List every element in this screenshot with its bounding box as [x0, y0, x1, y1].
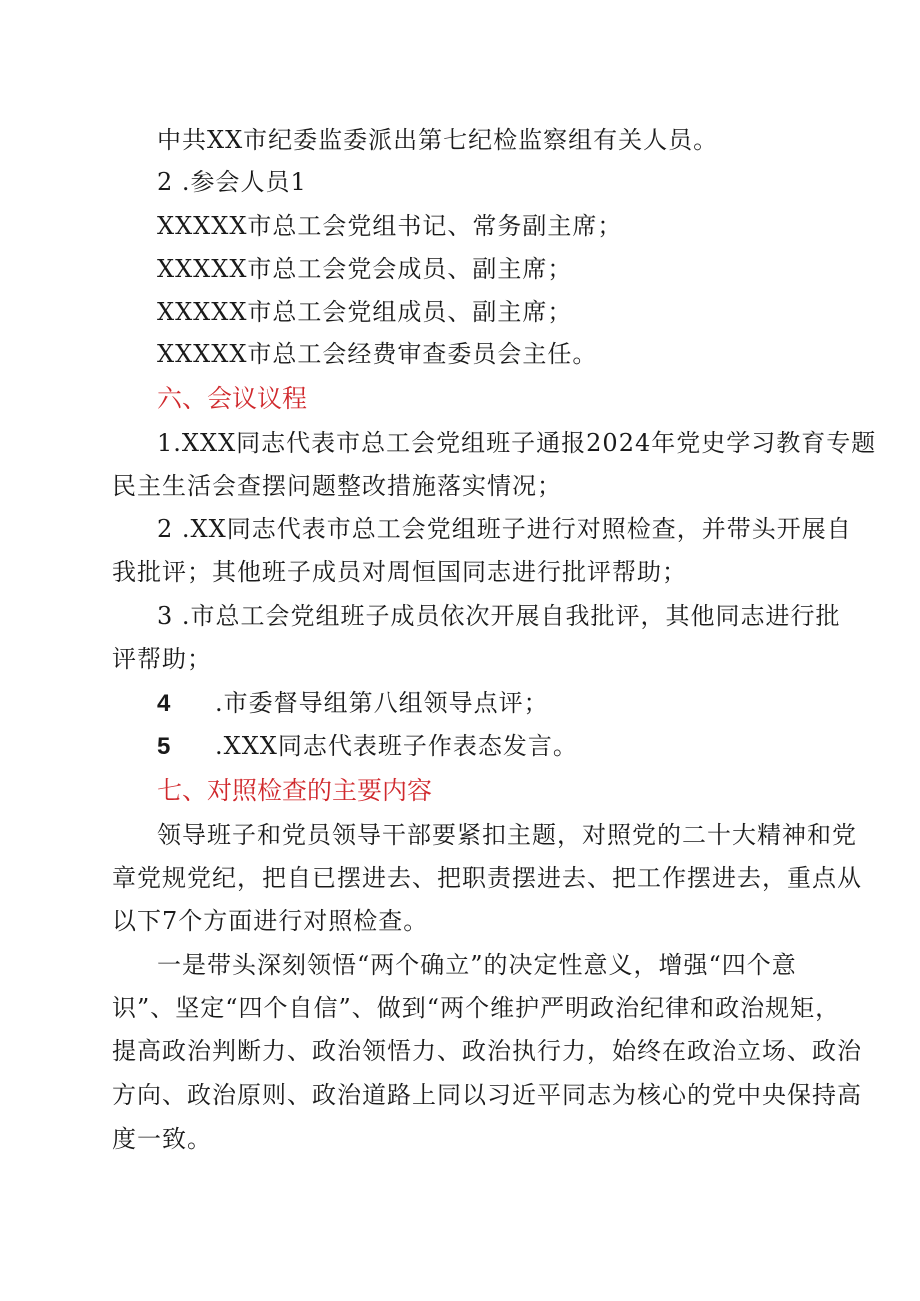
agenda-item-2-continued: 我批评；其他班子成员对周恒国同志进行批评帮助； [112, 558, 687, 586]
attendees-subheading: 2 .参会人员1 [157, 168, 307, 196]
agenda-item-text: .XXX同志代表班子作表态发言。 [215, 732, 578, 760]
paragraph-line: 方向、政治原则、政治道路上同以习近平同志为核心的党中央保持高 [112, 1081, 862, 1109]
paragraph-line: 一是带头深刻领悟“两个确立”的决定性意义，增强“四个意 [157, 951, 797, 979]
paragraph-line: 度一致。 [112, 1125, 212, 1153]
attendee-line: XXXXX市总工会党会成员、副主席； [157, 255, 573, 283]
agenda-item-number: 4 [157, 690, 172, 717]
agenda-item-1: 1.XXX同志代表市总工会党组班子通报2024年党史学习教育专题 [157, 429, 877, 457]
agenda-item-4 [157, 681, 857, 726]
attendee-line: 中共XX市纪委监委派出第七纪检监察组有关人员。 [157, 126, 719, 154]
paragraph-line: 领导班子和党员领导干部要紧扣主题，对照党的二十大精神和党 [157, 821, 857, 849]
agenda-item-2: 2 .XX同志代表市总工会党组班子进行对照检查，并带头开展自 [157, 515, 852, 543]
paragraph-line: 章党规党纪，把自已摆进去、把职责摆进去、把工作摆进去，重点从 [112, 864, 862, 892]
section-heading-review-content: 七、对照检查的主要内容 [157, 776, 433, 805]
attendee-line: XXXXX市总工会党组成员、副主席； [157, 298, 573, 326]
agenda-item-3: 3 .市总工会党组班子成员依次开展自我批评，其他同志进行批 [157, 602, 841, 630]
paragraph-line: 以下7个方面进行对照检查。 [112, 907, 429, 935]
agenda-item-number: 5 [157, 733, 172, 760]
section-heading-agenda: 六、会议议程 [157, 384, 308, 413]
agenda-item-text: .市委督导组第八组领导点评； [215, 689, 549, 717]
paragraph-line: 提高政治判断力、政治领悟力、政治执行力，始终在政治立场、政治 [112, 1037, 862, 1065]
agenda-item-3-continued: 评帮助； [112, 645, 212, 673]
agenda-item-5 [157, 724, 857, 769]
agenda-item-1-continued: 民主生活会查摆问题整改措施落实情况； [112, 472, 562, 500]
paragraph-line: 识”、坚定“四个自信”、做到“两个维护严明政治纪律和政治规矩， [112, 994, 841, 1022]
attendee-line: XXXXX市总工会党组书记、常务副主席； [157, 212, 623, 240]
attendee-line: XXXXX市总工会经费审查委员会主任。 [157, 340, 598, 368]
